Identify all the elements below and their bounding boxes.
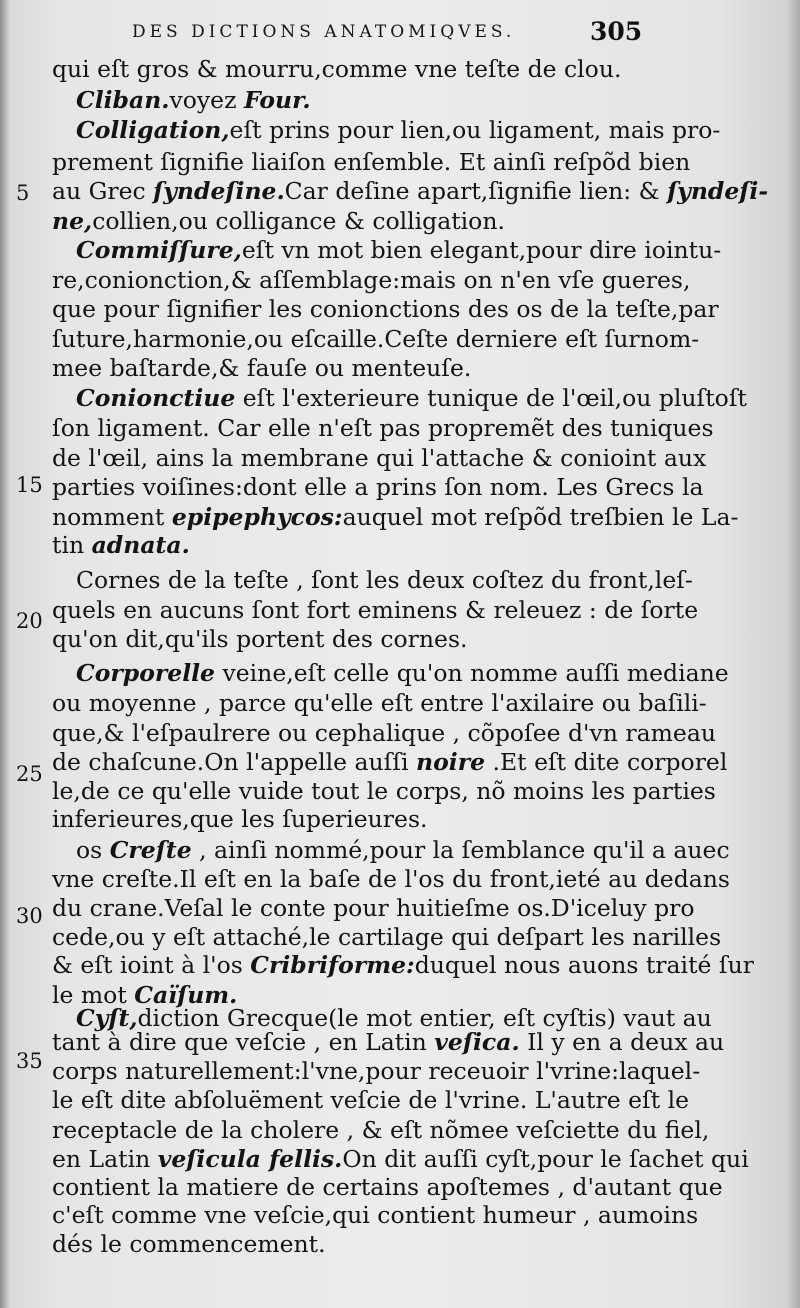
- headword: Four.: [243, 86, 311, 114]
- text-line: [52, 948, 754, 982]
- headword: noire: [416, 748, 486, 776]
- line-text: vne creſte.Il eſt en la baſe de l'os du front,ieté au dedans: [52, 865, 730, 893]
- line-text: qu'on dit,qu'ils portent des cornes.: [52, 625, 468, 653]
- line-text: corps naturellement:l'vne,pour receuoir l'vrine:laquel-: [52, 1057, 701, 1085]
- text-line: [76, 113, 720, 147]
- line-text: de l'œil, ains la membrane qui l'attache & conioint aux: [52, 444, 707, 472]
- text-line: [76, 233, 721, 267]
- headword: Creſte: [109, 836, 192, 864]
- headword: epipephycos:: [171, 503, 343, 531]
- line-text: contient la matiere de certains apoſtemes , d'autant que: [52, 1173, 723, 1201]
- text-line: [52, 292, 719, 326]
- headword: Cliban.: [76, 86, 170, 114]
- line-number: 25: [16, 762, 43, 786]
- line-text: quels en aucuns ſont fort eminens & releuez : de ſorte: [52, 596, 699, 624]
- folio-number: 305: [590, 17, 643, 46]
- line-text: le eſt dite abſoluëment veſcie de l'vrine. L'autre eſt le: [52, 1086, 690, 1114]
- text-line: [52, 1227, 326, 1261]
- line-text: prement ſignifie liaiſon enſemble. Et ainſi reſpõd bien: [52, 148, 691, 176]
- text-line: [76, 656, 729, 690]
- page-right-shadow: [786, 0, 800, 1308]
- headword: Commiſſure,: [76, 236, 242, 264]
- line-text: inferieures,que les ſuperieures.: [52, 805, 428, 833]
- page-left-shadow: [0, 0, 10, 1308]
- text-line: [52, 351, 471, 385]
- line-text: cede,ou y eſt attaché,le cartilage qui deſpart les narilles: [52, 923, 722, 951]
- text-line: [52, 686, 707, 720]
- line-text: que,& l'eſpaulrere ou cephalique , cõpoſee d'vn rameau: [52, 719, 716, 747]
- line-text: ſuture,harmonie,ou eſcaille.Ceſte derniere eſt ſurnom-: [52, 325, 700, 353]
- line-text: , ainſi nommé,pour la ſemblance qu'il a auec: [191, 836, 730, 864]
- line-text: ſon ligament. Car elle n'eſt pas propremẽt des tuniques: [52, 414, 714, 442]
- text-line: [76, 381, 747, 415]
- text-line: [52, 1083, 689, 1117]
- line-text: .Et eſt dite corporel: [485, 748, 728, 776]
- line-number: 20: [16, 609, 43, 633]
- line-text: eſt prins pour lien,ou ligament, mais pro-: [229, 116, 721, 144]
- line-text: Cornes de la teſte , ſont les deux coſtez du front,leſ-: [76, 566, 693, 594]
- line-text: tant à dire que veſcie , en Latin: [52, 1028, 435, 1056]
- line-text: receptacle de la cholere , & eſt nõmee veſciette du fiel,: [52, 1116, 710, 1144]
- headword: ſyndeſi-: [667, 177, 769, 205]
- line-text: Car deſine apart,ſignifie lien: &: [284, 177, 668, 205]
- line-text: dés le commencement.: [52, 1230, 326, 1258]
- text-line: [52, 174, 768, 208]
- headword: ſyndeſine.: [153, 177, 285, 205]
- line-text: On dit auſſi cyſt,pour le ſachet qui: [342, 1145, 749, 1173]
- line-text: du crane.Veſal le conte pour huitieſme os.D'iceluy pro: [52, 894, 695, 922]
- line-text: c'eſt comme vne veſcie,qui contient humeur , aumoins: [52, 1201, 699, 1229]
- headword: Colligation,: [76, 116, 230, 144]
- line-text: os: [76, 836, 110, 864]
- line-text: le,de ce qu'elle vuide tout le corps, nõ moins les parties: [52, 777, 716, 805]
- headword: Corporelle: [76, 659, 216, 687]
- line-number: 30: [16, 904, 43, 928]
- headword: ne,: [52, 207, 93, 235]
- headword: Caïſum.: [134, 981, 238, 1009]
- line-text: de chaſcune.On l'appelle auſſi: [52, 748, 417, 776]
- line-text: mee baſtarde,& fauſe ou menteuſe.: [52, 354, 472, 382]
- text-line: [52, 802, 427, 836]
- text-line: [52, 528, 190, 562]
- line-text: parties voiſines:dont elle a prins ſon nom. Les Grecs la: [52, 473, 704, 501]
- text-line: [52, 52, 621, 86]
- headword: Cribriforme:: [250, 951, 415, 979]
- line-text: le mot: [52, 981, 135, 1009]
- headword: veſica.: [434, 1028, 520, 1056]
- text-line: [76, 83, 311, 117]
- line-text: que pour ſignifier les conionctions des os de la teſte,par: [52, 295, 719, 323]
- text-line: [52, 411, 714, 445]
- line-text: duquel nous auons traité ſur: [414, 951, 754, 979]
- line-text: eſt vn mot bien elegant,pour dire iointu-: [241, 236, 722, 264]
- headword: adnata.: [91, 531, 190, 559]
- running-title: DES DICTIONS ANATOMIQVES.: [132, 22, 516, 42]
- line-number: 5: [16, 181, 30, 205]
- headword: Cyſt,: [76, 1004, 138, 1032]
- line-text: au Grec: [52, 177, 154, 205]
- line-text: voyez: [169, 86, 244, 114]
- line-text: re,conionction,& aſſemblage:mais on n'en vſe gueres,: [52, 266, 691, 294]
- line-number: 15: [16, 473, 43, 497]
- line-text: eſt l'exterieure tunique de l'œil,ou pluſtoſt: [235, 384, 747, 412]
- line-text: tin: [52, 531, 92, 559]
- line-text: collien,ou colligance & colligation.: [92, 207, 505, 235]
- line-text: veine,eſt celle qu'on nomme auſſi mediane: [215, 659, 729, 687]
- line-number: 35: [16, 1049, 43, 1073]
- text-line: [52, 470, 703, 504]
- headword: Conionctiue: [76, 384, 236, 412]
- line-text: Il y en a deux au: [519, 1028, 725, 1056]
- line-text: & eſt ioint à l'os: [52, 951, 251, 979]
- line-text: ou moyenne , parce qu'elle eſt entre l'axilaire ou baſili-: [52, 689, 707, 717]
- text-line: [76, 563, 693, 597]
- line-text: diction Grecque(le mot entier, eſt cyſtis) vaut au: [137, 1004, 712, 1032]
- line-text: nomment: [52, 503, 172, 531]
- line-text: qui eſt gros & mourru,comme vne teſte de clou.: [52, 55, 622, 83]
- line-text: en Latin: [52, 1145, 158, 1173]
- text-line: [52, 622, 467, 656]
- line-text: auquel mot reſpõd treſbien le La-: [342, 503, 739, 531]
- headword: veſicula fellis.: [157, 1145, 343, 1173]
